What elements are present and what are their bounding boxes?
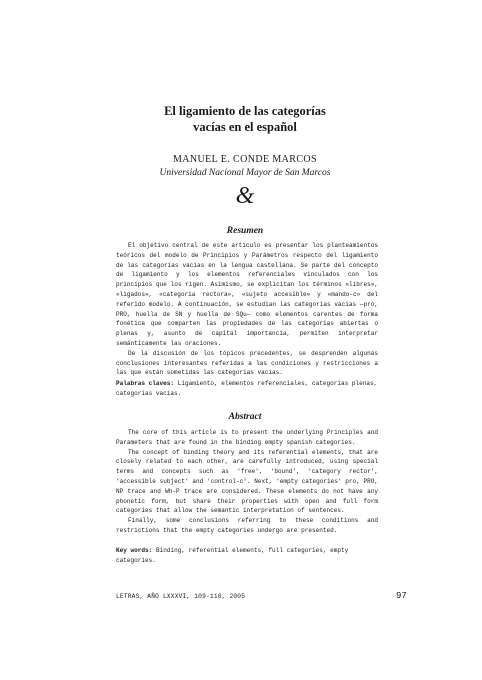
abstract-paragraph-1: The core of this article is to present the underlying Principles and Parameters that are found in the binding empty spanish categories. (116, 429, 378, 446)
resumen-paragraph-1: El objetivo central de este artículo es presentar los planteamientos teóricos del modelo de Principios y Parámetros respecto del ligamiento de las categorías vacías en la lengua castellana. Se parte del concepto de ligamiento y los elementos referenciales vinculados con los principios que los rigen. Asimismo, se explicitan los términos «libres», «ligados», «categoría rectora», «sujeto accesible» y «mando-c» del referido modelo. A continuación, se estudian las categorías vacías —pro, PRO, huella de SN y huella de SQu— como elementos carentes de forma fonética que comparten las propiedades de las categorías abiertas o plenas y, asunto de capital importancia, permiten interpretar semánticamente las oraciones. (116, 242, 378, 347)
author-name: MANUEL E. CONDE MARCOS (173, 154, 317, 165)
ornament-ampersand: & (235, 183, 255, 209)
resumen-paragraph-2: De la discusión de los tópicos precedentes, se desprenden algunas conclusiones interesantes referidas a las condiciones y restricciones a las que están sometidas las categorías vacías. (116, 349, 378, 377)
resumen-heading: Resumen (226, 226, 264, 236)
abstract-keywords-text: Binding, referential elements, full categories, empty categories. (116, 547, 349, 564)
article-title (100, 103, 390, 135)
resumen-keywords-label: Palabras claves: (116, 380, 175, 387)
abstract-body (116, 428, 378, 536)
title-line-1: El ligamiento de las categorías (164, 104, 326, 118)
abstract-keywords-label: Key words: (116, 547, 153, 554)
resumen-keywords-text: Ligamiento, elementos referenciales, categorías plenas, categorías vacías. (116, 380, 378, 397)
resumen-keywords (116, 379, 378, 399)
abstract-paragraph-2: The concept of binding theory and its referential elements, that are closely related to each other, are carefully introduced, using special terms and concepts such as 'free', 'bound', 'category rector', 'accessible subject' and 'control-c'. Next, 'empty categories' pro, PRO, NP trace and Wh-P trace are considered. These elements do not have any phonetic form, but share their properties with open and full form categories that allow the semantic interpretation of sentences. (116, 448, 378, 515)
abstract-heading: Abstract (228, 412, 262, 422)
author-affiliation: Universidad Nacional Mayor de San Marcos (159, 168, 331, 178)
abstract-paragraph-3: Finally, some conclusions referring to these conditions and restrictions that the empty categories undergo are presented. (116, 517, 378, 534)
resumen-body (116, 241, 378, 378)
page-number: 97 (396, 591, 407, 601)
abstract-keywords (116, 546, 378, 566)
title-line-2: vacías en el español (193, 120, 297, 134)
journal-citation: LETRAS, AÑO LXXXVI, 109-110, 2005 (116, 593, 246, 600)
